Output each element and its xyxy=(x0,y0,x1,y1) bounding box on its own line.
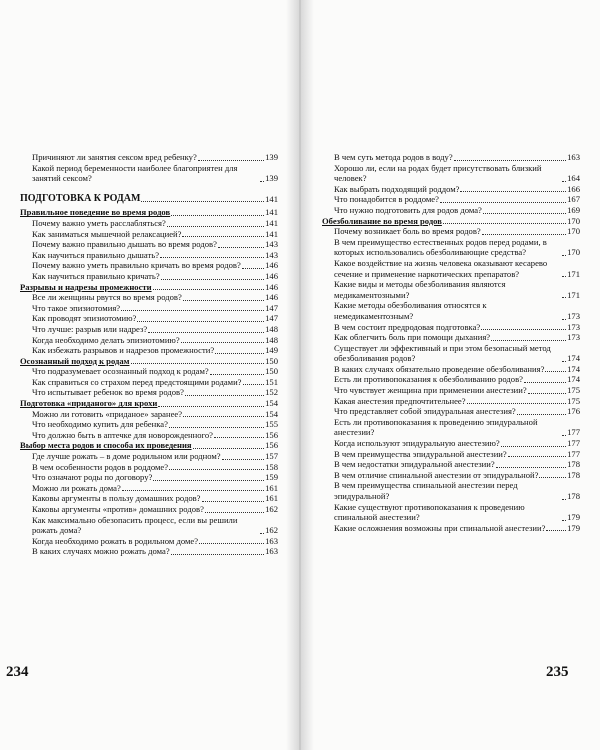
toc-entry-page: 155 xyxy=(265,419,278,430)
dot-leader xyxy=(181,341,264,343)
page-number-left: 234 xyxy=(6,664,29,680)
toc-entry-page: 173 xyxy=(567,332,580,343)
dot-leader xyxy=(183,415,264,417)
toc-entry xyxy=(322,406,580,417)
toc-entry-page: 146 xyxy=(265,260,278,271)
toc-entry xyxy=(20,218,278,229)
toc-entry-title: В чем недостатки эпидуральной анестезии? xyxy=(334,459,495,470)
toc-entry xyxy=(20,493,278,504)
toc-entry xyxy=(322,332,580,343)
toc-section-heading xyxy=(20,207,278,218)
toc-entry-title: В каких случаях можно рожать дома? xyxy=(32,546,170,557)
toc-entry-title: Можно ли рожать дома? xyxy=(32,482,121,493)
toc-entry-page: 175 xyxy=(567,395,580,406)
dot-leader xyxy=(562,498,566,500)
toc-entry-page: 162 xyxy=(265,525,278,536)
toc-entry-page: 171 xyxy=(567,289,580,300)
dot-leader xyxy=(454,159,566,161)
toc-entry-page: 174 xyxy=(567,363,580,374)
toc-entry-page: 147 xyxy=(265,302,278,313)
toc-section-heading xyxy=(322,216,580,227)
toc-entry xyxy=(322,523,580,534)
toc-entry-page: 154 xyxy=(265,408,278,419)
toc-entry-page: 154 xyxy=(265,398,278,409)
toc-entry-page: 149 xyxy=(265,345,278,356)
toc-entry-title: Что испытывает ребенок во время родов? xyxy=(32,387,184,398)
toc-entry-title: Что такое эпизиотомия? xyxy=(32,302,121,313)
toc-entry xyxy=(322,184,580,195)
dot-leader xyxy=(242,267,264,269)
toc-entry-page: 177 xyxy=(567,427,580,438)
dot-leader xyxy=(443,222,566,224)
toc-entry-title: Почему возникает боль во время родов? xyxy=(334,226,481,237)
dot-leader xyxy=(171,214,264,216)
toc-entry xyxy=(20,271,278,282)
toc-chapter-heading xyxy=(20,194,278,205)
toc-entry-title: Что подразумевает осознанный подход к родам? xyxy=(32,366,209,377)
toc-entry xyxy=(20,472,278,483)
dot-leader xyxy=(205,511,264,513)
toc-entry-page: 163 xyxy=(567,152,580,162)
dot-leader xyxy=(491,339,566,341)
dot-leader xyxy=(141,200,264,202)
toc-entry-title: Когда используют эпидуральную анестезию? xyxy=(334,438,500,449)
toc-entry-page: 178 xyxy=(567,459,580,470)
toc-entry-page: 151 xyxy=(265,376,278,387)
toc-entry-title: В чем состоит предродовая подготовка? xyxy=(334,321,481,332)
toc-entry-title: Почему важно уметь расслабляться? xyxy=(32,217,166,228)
toc-entry-title: Как облегчить боль при помощи дыхания? xyxy=(334,332,491,343)
toc-entry-title: Что лучше: разрыв или надрез? xyxy=(32,323,148,334)
dot-leader xyxy=(440,201,566,203)
toc-entry-page: 162 xyxy=(265,504,278,514)
toc-entry-page: 139 xyxy=(265,173,278,184)
toc-entry-title: Как проводят эпизиотомию? xyxy=(32,313,137,324)
toc-entry-title: Все ли женщины рвутся во время родов? xyxy=(32,292,182,303)
toc-entry-title: Есть ли противопоказания к обезболиванию родов? xyxy=(334,374,523,385)
toc-entry-page: 174 xyxy=(567,374,580,385)
dot-leader xyxy=(199,542,264,544)
toc-entry-page: 178 xyxy=(567,469,580,480)
dot-leader xyxy=(524,381,566,383)
toc-entry-page: 158 xyxy=(265,461,278,472)
toc-entry-title: ПОДГОТОВКА К РОДАМ xyxy=(20,192,141,204)
toc-entry-page: 177 xyxy=(567,438,580,449)
toc-entry-title: Что означают роды по договору? xyxy=(32,472,153,483)
toc-entry-page: 164 xyxy=(567,173,580,184)
dot-leader xyxy=(545,370,566,372)
toc-entry xyxy=(322,279,580,300)
toc-entry-page: 146 xyxy=(265,270,278,281)
toc-entry xyxy=(20,462,278,473)
toc-entry xyxy=(322,343,580,364)
toc-entry-page: 152 xyxy=(265,387,278,398)
dot-leader xyxy=(214,436,264,438)
toc-entry xyxy=(322,385,580,396)
toc-entry xyxy=(20,250,278,261)
toc-entry-page: 141 xyxy=(265,193,278,204)
toc-entry xyxy=(20,451,278,462)
toc-entry xyxy=(322,459,580,470)
toc-entry-title: Как избежать разрывов и надрезов промежности? xyxy=(32,345,215,356)
dot-leader xyxy=(562,275,566,277)
toc-entry xyxy=(20,536,278,547)
dot-leader xyxy=(153,479,264,481)
toc-entry xyxy=(322,502,580,523)
toc-entry xyxy=(20,324,278,335)
toc-section-heading xyxy=(20,282,278,293)
dot-leader xyxy=(481,328,566,330)
toc-entry xyxy=(20,163,278,184)
toc-entry-page: 179 xyxy=(567,522,580,533)
toc-entry-title: Какие виды и методы обезболивания являются медикаментозными? xyxy=(334,279,506,300)
toc-entry-page: 139 xyxy=(265,152,278,162)
toc-entry-page: 166 xyxy=(567,183,580,194)
dot-leader xyxy=(198,159,264,161)
toc-entry-title: В чем суть метода родов в воду? xyxy=(334,152,453,162)
toc-entry-page: 161 xyxy=(265,493,278,504)
toc-entry xyxy=(20,292,278,303)
toc-entry xyxy=(322,470,580,481)
toc-entry-title: В чем преимущества спинальной анестезии перед эпидуральной? xyxy=(334,480,518,501)
toc-section-heading xyxy=(20,398,278,409)
toc-entry xyxy=(322,364,580,375)
toc-entry xyxy=(20,335,278,346)
toc-entry-page: 141 xyxy=(265,207,278,218)
toc-entry-title: Подготовка «приданого» для крохи xyxy=(20,398,158,409)
toc-entry-title: Хорошо ли, если на родах будет присутствовать близкий человек? xyxy=(334,162,542,184)
toc-entry-page: 161 xyxy=(265,482,278,493)
toc-entry-title: Что чувствует женщина при применении анестезии? xyxy=(334,385,527,396)
toc-entry-title: Что понадобится в роддоме? xyxy=(334,194,439,205)
toc-entry-page: 175 xyxy=(567,385,580,396)
toc-entry-page: 150 xyxy=(265,355,278,366)
toc-entry-title: Почему важно правильно дышать во время родов? xyxy=(32,239,217,250)
dot-leader xyxy=(202,500,265,502)
dot-leader xyxy=(169,426,264,428)
dot-leader xyxy=(167,225,264,227)
toc-entry-title: В чем преимущества эпидуральной анестезии? xyxy=(334,448,507,459)
dot-leader xyxy=(121,309,264,311)
toc-entry-page: 170 xyxy=(567,215,580,226)
toc-entry xyxy=(20,260,278,271)
toc-entry-page: 156 xyxy=(265,440,278,451)
toc-entry xyxy=(322,396,580,407)
toc-entry xyxy=(322,449,580,460)
toc-entry xyxy=(20,152,278,163)
toc-entry-page: 141 xyxy=(265,217,278,228)
toc-section-heading xyxy=(20,356,278,367)
toc-entry-title: Обезболивание во время родов xyxy=(322,215,442,226)
toc-entry-page: 163 xyxy=(265,546,278,557)
toc-section-heading xyxy=(20,440,278,451)
dot-leader xyxy=(562,519,566,521)
toc-entry-page: 163 xyxy=(265,535,278,546)
toc-entry xyxy=(322,205,580,216)
table-of-contents-right xyxy=(322,152,580,533)
toc-entry xyxy=(20,366,278,377)
toc-entry-page: 159 xyxy=(265,472,278,483)
toc-entry xyxy=(322,300,580,321)
toc-entry-title: Выбор места родов и способа их проведения xyxy=(20,440,192,451)
toc-entry xyxy=(20,546,278,557)
toc-entry-title: Какие существуют противопоказания к проведению спинальной анестезии? xyxy=(334,501,525,523)
toc-entry-title: Почему важно уметь правильно кричать во время родов? xyxy=(32,260,241,271)
dot-leader xyxy=(243,383,265,385)
toc-entry-title: В каких случаях обязательно проведение обезболивания? xyxy=(334,363,545,374)
toc-entry-title: В чем отличие спинальной анестезии от эпидуральной? xyxy=(334,469,539,480)
toc-entry xyxy=(322,237,580,258)
toc-entry xyxy=(322,438,580,449)
page-number-right: 235 xyxy=(546,664,569,680)
toc-entry xyxy=(20,313,278,324)
dot-leader xyxy=(171,553,264,555)
toc-entry-title: Разрывы и надрезы промежности xyxy=(20,281,152,292)
toc-entry xyxy=(20,345,278,356)
toc-entry-page: 167 xyxy=(567,194,580,205)
toc-entry xyxy=(322,152,580,163)
dot-leader xyxy=(562,296,566,298)
toc-entry-title: Что необходимо купить для ребенка? xyxy=(32,419,168,430)
toc-entry-page: 146 xyxy=(265,292,278,303)
toc-entry xyxy=(20,387,278,398)
dot-leader xyxy=(528,392,566,394)
toc-entry-title: Как справиться со страхом перед предстоящими родами? xyxy=(32,376,242,387)
toc-entry-title: Можно ли готовить «приданое» заранее? xyxy=(32,408,183,419)
toc-entry-title: Что нужно подготовить для родов дома? xyxy=(334,204,482,215)
dot-leader xyxy=(122,489,264,491)
toc-entry xyxy=(322,226,580,237)
toc-entry xyxy=(322,480,580,501)
toc-entry-page: 157 xyxy=(265,451,278,462)
dot-leader xyxy=(460,190,566,192)
dot-leader xyxy=(169,468,264,470)
toc-entry xyxy=(20,515,278,536)
toc-entry-title: Какой период беременности наиболее благоприятен для занятий сексом? xyxy=(32,162,238,184)
toc-entry-page: 177 xyxy=(567,448,580,459)
toc-entry xyxy=(322,258,580,279)
dot-leader xyxy=(182,235,264,237)
table-of-contents-left xyxy=(20,152,278,557)
dot-leader xyxy=(467,402,567,404)
toc-entry xyxy=(20,377,278,388)
toc-entry-page: 141 xyxy=(265,228,278,239)
toc-entry-page: 170 xyxy=(567,226,580,237)
toc-entry-title: Осознанный подход к родам xyxy=(20,355,130,366)
toc-entry-page: 170 xyxy=(567,247,580,258)
toc-entry-page: 156 xyxy=(265,429,278,440)
toc-entry-page: 173 xyxy=(567,321,580,332)
toc-entry-title: Какая анестезия предпочтительнее? xyxy=(334,395,466,406)
dot-leader xyxy=(546,529,566,531)
dot-leader xyxy=(148,331,264,333)
toc-entry xyxy=(20,229,278,240)
toc-entry-title: Как максимально обезопасить процесс, если вы решили рожать дома? xyxy=(32,514,238,536)
dot-leader xyxy=(562,318,566,320)
toc-entry-page: 148 xyxy=(265,334,278,345)
dot-leader xyxy=(137,320,264,322)
toc-entry-title: Когда необходимо рожать в родильном доме? xyxy=(32,535,199,546)
dot-leader xyxy=(501,445,566,447)
toc-entry-title: В чем преимущество естественных родов перед родами, в которых использовались обезболивающие средства? xyxy=(334,236,547,258)
toc-entry-page: 171 xyxy=(567,268,580,279)
dot-leader xyxy=(260,532,264,534)
toc-entry xyxy=(20,430,278,441)
toc-entry-page: 174 xyxy=(567,353,580,364)
toc-entry-page: 143 xyxy=(265,239,278,250)
toc-entry xyxy=(20,409,278,420)
toc-entry-page: 178 xyxy=(567,491,580,501)
toc-entry-page: 148 xyxy=(265,323,278,334)
dot-leader xyxy=(539,476,566,478)
toc-entry-title: Каковы аргументы «против» домашних родов? xyxy=(32,504,204,514)
toc-entry-title: Какие осложнения возможны при спинальной анестезии? xyxy=(334,522,546,533)
dot-leader xyxy=(215,352,264,354)
toc-entry xyxy=(322,374,580,385)
dot-leader xyxy=(160,256,264,258)
dot-leader xyxy=(158,405,264,407)
toc-entry-title: Что представляет собой эпидуральная анестезия? xyxy=(334,406,516,417)
dot-leader xyxy=(161,278,264,280)
toc-entry xyxy=(20,303,278,314)
dot-leader xyxy=(193,447,265,449)
toc-entry-page: 143 xyxy=(265,249,278,260)
toc-entry xyxy=(322,163,580,184)
dot-leader xyxy=(562,360,566,362)
toc-entry-page: 179 xyxy=(567,512,580,523)
toc-entry-page: 147 xyxy=(265,313,278,324)
dot-leader xyxy=(496,466,566,468)
toc-entry-page: 169 xyxy=(567,204,580,215)
toc-entry xyxy=(20,483,278,494)
toc-entry-page: 176 xyxy=(567,406,580,417)
toc-entry-title: Какие методы обезболивания относятся к немедикаментозным? xyxy=(334,300,487,321)
toc-entry xyxy=(322,417,580,438)
toc-entry-title: Где лучше рожать – в доме родильном или родном? xyxy=(32,451,221,462)
dot-leader xyxy=(517,413,566,415)
dot-leader xyxy=(218,246,264,248)
toc-entry-title: Правильное поведение во время родов xyxy=(20,207,171,218)
dot-leader xyxy=(210,373,264,375)
dot-leader xyxy=(562,434,566,436)
dot-leader xyxy=(222,458,264,460)
toc-entry-title: Что должно быть в аптечке для новорожденного? xyxy=(32,429,213,440)
toc-entry xyxy=(322,194,580,205)
toc-entry xyxy=(20,239,278,250)
book-spine-gutter xyxy=(286,0,314,750)
dot-leader xyxy=(185,394,264,396)
dot-leader xyxy=(260,180,264,182)
toc-entry-title: Существует ли эффективный и при этом безопасный метод обезболивания родов? xyxy=(334,342,551,364)
toc-entry-title: Какое воздействие на жизнь человека оказывают кесарево сечение и применение наркотических препаратов? xyxy=(334,257,548,279)
dot-leader xyxy=(508,455,566,457)
toc-entry-page: 150 xyxy=(265,366,278,377)
toc-entry xyxy=(322,322,580,333)
toc-entry-title: Как выбрать подходящий роддом? xyxy=(334,183,460,194)
toc-entry-page: 173 xyxy=(567,310,580,321)
toc-entry-title: Как научиться правильно кричать? xyxy=(32,270,160,281)
toc-entry-title: Есть ли противопоказания к проведению эпидуральной анестезии? xyxy=(334,416,538,438)
toc-entry xyxy=(20,504,278,515)
dot-leader xyxy=(483,212,566,214)
toc-entry-title: Причиняют ли занятия сексом вред ребенку? xyxy=(32,152,197,162)
dot-leader xyxy=(183,299,264,301)
toc-entry-title: Когда необходимо делать эпизиотомию? xyxy=(32,334,180,345)
dot-leader xyxy=(153,288,265,290)
toc-entry-title: Каковы аргументы в пользу домашних родов? xyxy=(32,493,201,504)
dot-leader xyxy=(562,254,566,256)
toc-entry-title: Как заниматься мышечной релаксацией? xyxy=(32,228,182,239)
toc-entry-title: В чем особенности родов в роддоме? xyxy=(32,461,169,472)
dot-leader xyxy=(131,362,265,364)
toc-entry-page: 146 xyxy=(265,281,278,292)
dot-leader xyxy=(562,180,566,182)
dot-leader xyxy=(482,233,566,235)
toc-entry-title: Как научиться правильно дышать? xyxy=(32,249,160,260)
toc-entry xyxy=(20,419,278,430)
